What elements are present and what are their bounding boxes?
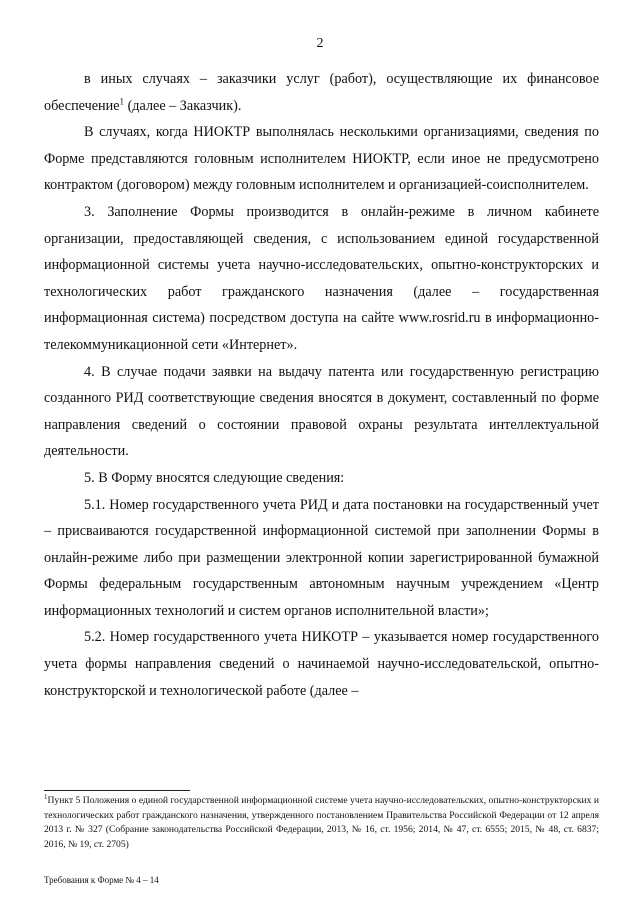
paragraph-3-online-filling: 3. Заполнение Формы производится в онлайн-режиме в личном кабинете организации, предоставляющей сведения, с использованием единой государственной информационной системы учета научно-исследовательских, опытно-конструкторских и технологических работ гражданского назначения (далее – государственная информационная система) посредством доступа на сайте www.rosrid.ru в информационно-телекоммуникационной сети «Интернет». bbox=[44, 203, 599, 353]
paragraph-5-1-rid-number: 5.1. Номер государственного учета РИД и дата постановки на государственный учет – присваиваются государственной информационной системой при заполнении Формы в онлайн-режиме либо при размещении электронной копии зарегистрированной бумажной Формы федеральным государственным автономным научным учреждением «Центр информационных технологий и систем органов исполнительной власти»; bbox=[44, 496, 599, 619]
footnote bbox=[44, 794, 599, 852]
paragraph-5-2-nikotr-number: 5.2. Номер государственного учета НИКОТР – указывается номер государственного учета формы направления сведений о начинаемой научно-исследовательской, опытно-конструкторской и технологической работе (далее – bbox=[44, 629, 599, 699]
paragraph-4-patent-application: 4. В случае подачи заявки на выдачу патента или государственную регистрацию созданного РИД соответствующие сведения вносятся в документ, составленный по форме направления сведений о состоянии правовой охраны результата интеллектуальной деятельности. bbox=[44, 363, 599, 460]
page-footer: Требования к Форме № 4 – 14 bbox=[44, 875, 159, 885]
paragraph-5-form-contents: 5. В Форму вносятся следующие сведения: bbox=[84, 469, 345, 486]
paragraph-customer-tail: (далее – Заказчик). bbox=[124, 97, 242, 114]
footnote-reference: 1 bbox=[119, 95, 125, 106]
footnote-text: Пункт 5 Положения о единой государственной информационной системе учета научно-исследовательских, опытно-конструкторских и технологических работ гражданского назначения, утвержденного постановлением Правительства Российской Федерации от 12 апреля 2013 г. № 327 (Собрание законодательства Российской Федерации, 2013, № 16, ст. 1956; 2014, № 47, ст. 6555; 2015, № 48, ст. 6837; 2016, № 19, ст. 2705) bbox=[44, 795, 599, 850]
paragraph-multiple-organizations: В случаях, когда НИОКТР выполнялась несколькими организациями, сведения по Форме представляются головным исполнителем НИОКТР, если иное не предусмотрено контрактом (договором) между головным исполнителем и организацией-соисполнителем. bbox=[44, 124, 599, 194]
page-number: 2 bbox=[316, 36, 324, 51]
footnote-divider bbox=[44, 790, 190, 791]
paragraph-customer bbox=[44, 66, 599, 119]
paragraph-customer-text: в иных случаях – заказчики услуг (работ), осуществляющие их финансовое обеспечение bbox=[44, 71, 599, 114]
document-body bbox=[44, 66, 599, 704]
footnote-mark: 1 bbox=[44, 792, 48, 801]
